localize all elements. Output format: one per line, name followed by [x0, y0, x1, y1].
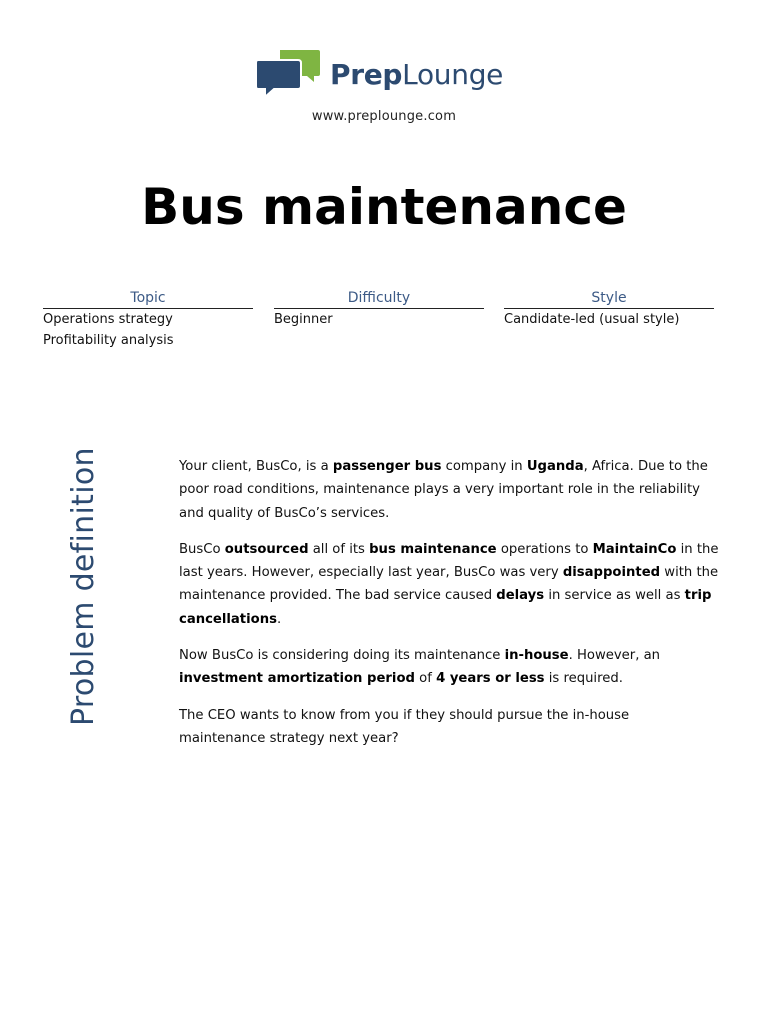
page-title: Bus maintenance: [141, 178, 627, 236]
brand-name: PrepLounge: [330, 58, 504, 91]
paragraph: The CEO wants to know from you if they should pursue the in-house maintenance strategy next year?: [179, 707, 630, 746]
meta-difficulty-heading: Difficulty: [274, 289, 484, 309]
speech-bubbles-icon: [256, 50, 320, 100]
meta-style-value: Candidate-led (usual style): [504, 312, 680, 327]
problem-text: [179, 455, 719, 763]
meta-difficulty-value: Beginner: [274, 312, 333, 327]
meta-difficulty: [274, 289, 484, 330]
paragraph: Your client, BusCo, is a passenger bus company in Uganda, Africa. Due to the poor road conditions, maintenance plays a very important role in the reliability and quality of BusCo’s services.: [179, 459, 708, 521]
meta-style-heading: Style: [504, 289, 714, 309]
section-title: Problem definition: [66, 447, 101, 726]
paragraph: Now BusCo is considering doing its maintenance in-house. However, an investment amortization period of 4 years or less is required.: [179, 648, 661, 687]
meta-topic-value: Profitability analysis: [43, 333, 174, 348]
preplounge-logo: [256, 50, 516, 100]
meta-topic: [43, 289, 253, 351]
website-url[interactable]: www.preplounge.com: [311, 109, 457, 124]
meta-topic-value: Operations strategy: [43, 312, 173, 327]
paragraph: BusCo outsourced all of its bus maintenance operations to MaintainCo in the last years. However, especially last year, BusCo was very disappointed with the maintenance provided. The bad service caused delays in service as well as trip cancellations.: [179, 541, 719, 627]
meta-topic-heading: Topic: [43, 289, 253, 309]
meta-style: [504, 289, 714, 330]
